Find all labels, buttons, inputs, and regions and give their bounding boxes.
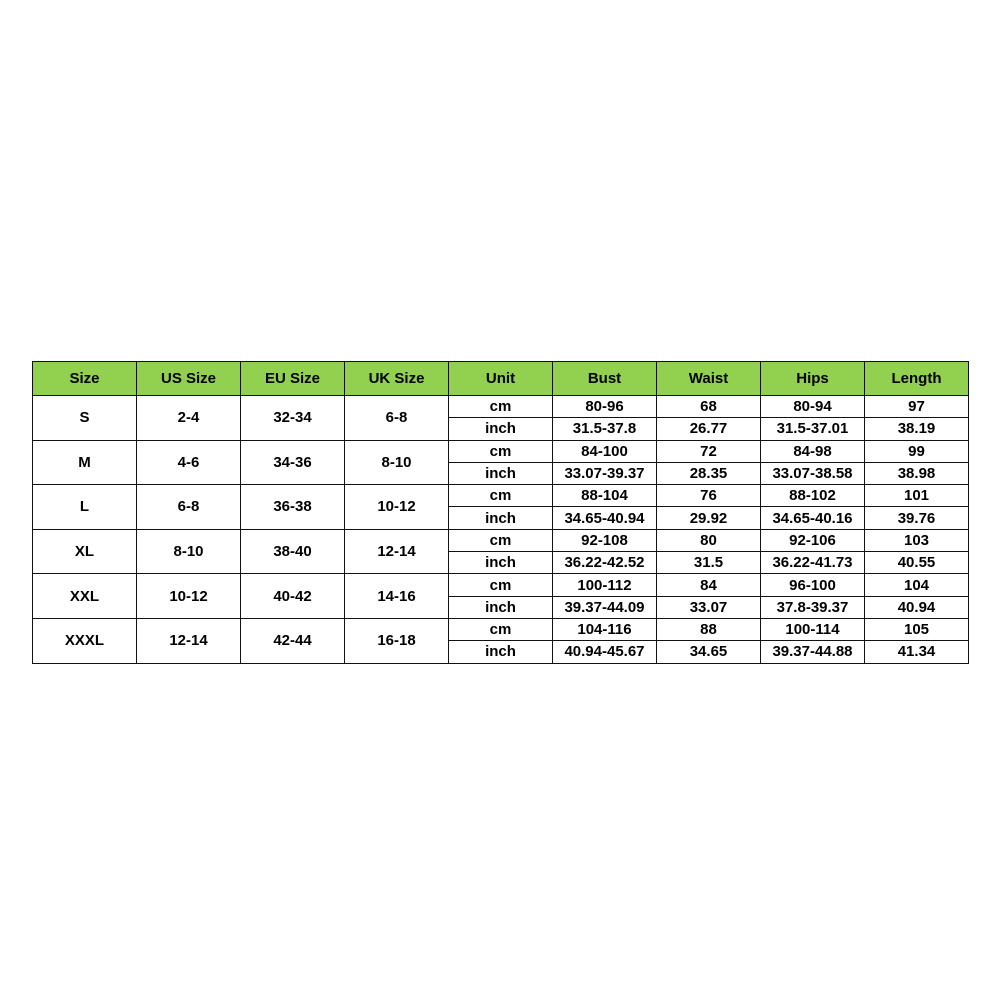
eu-size-cell: 42-44: [241, 618, 345, 663]
length-cell: 38.19: [865, 418, 969, 440]
bust-cell: 34.65-40.94: [553, 507, 657, 529]
waist-cell: 34.65: [657, 641, 761, 663]
hips-cell: 33.07-38.58: [761, 462, 865, 484]
waist-cell: 80: [657, 529, 761, 551]
bust-cell: 104-116: [553, 618, 657, 640]
hips-cell: 96-100: [761, 574, 865, 596]
size-cell: L: [33, 485, 137, 530]
uk-size-cell: 10-12: [345, 485, 449, 530]
bust-cell: 100-112: [553, 574, 657, 596]
bust-cell: 92-108: [553, 529, 657, 551]
hips-cell: 39.37-44.88: [761, 641, 865, 663]
eu-size-cell: 32-34: [241, 396, 345, 441]
table-row-cm: [33, 574, 969, 596]
header-size: Size: [33, 362, 137, 396]
size-cell: S: [33, 396, 137, 441]
length-cell: 97: [865, 396, 969, 418]
eu-size-cell: 34-36: [241, 440, 345, 485]
header-bust: Bust: [553, 362, 657, 396]
waist-cell: 29.92: [657, 507, 761, 529]
table-row-cm: [33, 396, 969, 418]
unit-cell: inch: [449, 641, 553, 663]
bust-cell: 39.37-44.09: [553, 596, 657, 618]
hips-cell: 88-102: [761, 485, 865, 507]
unit-cell: inch: [449, 418, 553, 440]
bust-cell: 84-100: [553, 440, 657, 462]
waist-cell: 76: [657, 485, 761, 507]
bust-cell: 88-104: [553, 485, 657, 507]
waist-cell: 88: [657, 618, 761, 640]
length-cell: 104: [865, 574, 969, 596]
hips-cell: 84-98: [761, 440, 865, 462]
bust-cell: 33.07-39.37: [553, 462, 657, 484]
uk-size-cell: 16-18: [345, 618, 449, 663]
header-hips: Hips: [761, 362, 865, 396]
us-size-cell: 4-6: [137, 440, 241, 485]
table-row-cm: [33, 529, 969, 551]
header-length: Length: [865, 362, 969, 396]
unit-cell: inch: [449, 507, 553, 529]
eu-size-cell: 40-42: [241, 574, 345, 619]
length-cell: 99: [865, 440, 969, 462]
length-cell: 105: [865, 618, 969, 640]
header-waist: Waist: [657, 362, 761, 396]
unit-cell: cm: [449, 618, 553, 640]
table-body: [33, 396, 969, 664]
hips-cell: 92-106: [761, 529, 865, 551]
waist-cell: 31.5: [657, 552, 761, 574]
us-size-cell: 12-14: [137, 618, 241, 663]
size-chart-table: [32, 361, 969, 664]
header-eu-size: EU Size: [241, 362, 345, 396]
length-cell: 40.55: [865, 552, 969, 574]
size-cell: XXXL: [33, 618, 137, 663]
size-cell: M: [33, 440, 137, 485]
us-size-cell: 10-12: [137, 574, 241, 619]
unit-cell: inch: [449, 552, 553, 574]
header-row: [33, 362, 969, 396]
eu-size-cell: 38-40: [241, 529, 345, 574]
hips-cell: 80-94: [761, 396, 865, 418]
length-cell: 101: [865, 485, 969, 507]
length-cell: 38.98: [865, 462, 969, 484]
unit-cell: cm: [449, 529, 553, 551]
header-us-size: US Size: [137, 362, 241, 396]
us-size-cell: 6-8: [137, 485, 241, 530]
hips-cell: 34.65-40.16: [761, 507, 865, 529]
unit-cell: cm: [449, 396, 553, 418]
size-cell: XL: [33, 529, 137, 574]
bust-cell: 36.22-42.52: [553, 552, 657, 574]
hips-cell: 100-114: [761, 618, 865, 640]
length-cell: 103: [865, 529, 969, 551]
unit-cell: inch: [449, 596, 553, 618]
table-row-cm: [33, 485, 969, 507]
bust-cell: 40.94-45.67: [553, 641, 657, 663]
table-row-cm: [33, 440, 969, 462]
waist-cell: 68: [657, 396, 761, 418]
waist-cell: 84: [657, 574, 761, 596]
table-row-cm: [33, 618, 969, 640]
unit-cell: cm: [449, 485, 553, 507]
hips-cell: 31.5-37.01: [761, 418, 865, 440]
unit-cell: inch: [449, 462, 553, 484]
length-cell: 39.76: [865, 507, 969, 529]
uk-size-cell: 14-16: [345, 574, 449, 619]
us-size-cell: 2-4: [137, 396, 241, 441]
bust-cell: 31.5-37.8: [553, 418, 657, 440]
bust-cell: 80-96: [553, 396, 657, 418]
header-uk-size: UK Size: [345, 362, 449, 396]
hips-cell: 36.22-41.73: [761, 552, 865, 574]
unit-cell: cm: [449, 440, 553, 462]
uk-size-cell: 8-10: [345, 440, 449, 485]
hips-cell: 37.8-39.37: [761, 596, 865, 618]
us-size-cell: 8-10: [137, 529, 241, 574]
eu-size-cell: 36-38: [241, 485, 345, 530]
size-cell: XXL: [33, 574, 137, 619]
waist-cell: 28.35: [657, 462, 761, 484]
uk-size-cell: 12-14: [345, 529, 449, 574]
waist-cell: 72: [657, 440, 761, 462]
unit-cell: cm: [449, 574, 553, 596]
uk-size-cell: 6-8: [345, 396, 449, 441]
length-cell: 41.34: [865, 641, 969, 663]
header-unit: Unit: [449, 362, 553, 396]
table-header: [33, 362, 969, 396]
waist-cell: 26.77: [657, 418, 761, 440]
length-cell: 40.94: [865, 596, 969, 618]
waist-cell: 33.07: [657, 596, 761, 618]
